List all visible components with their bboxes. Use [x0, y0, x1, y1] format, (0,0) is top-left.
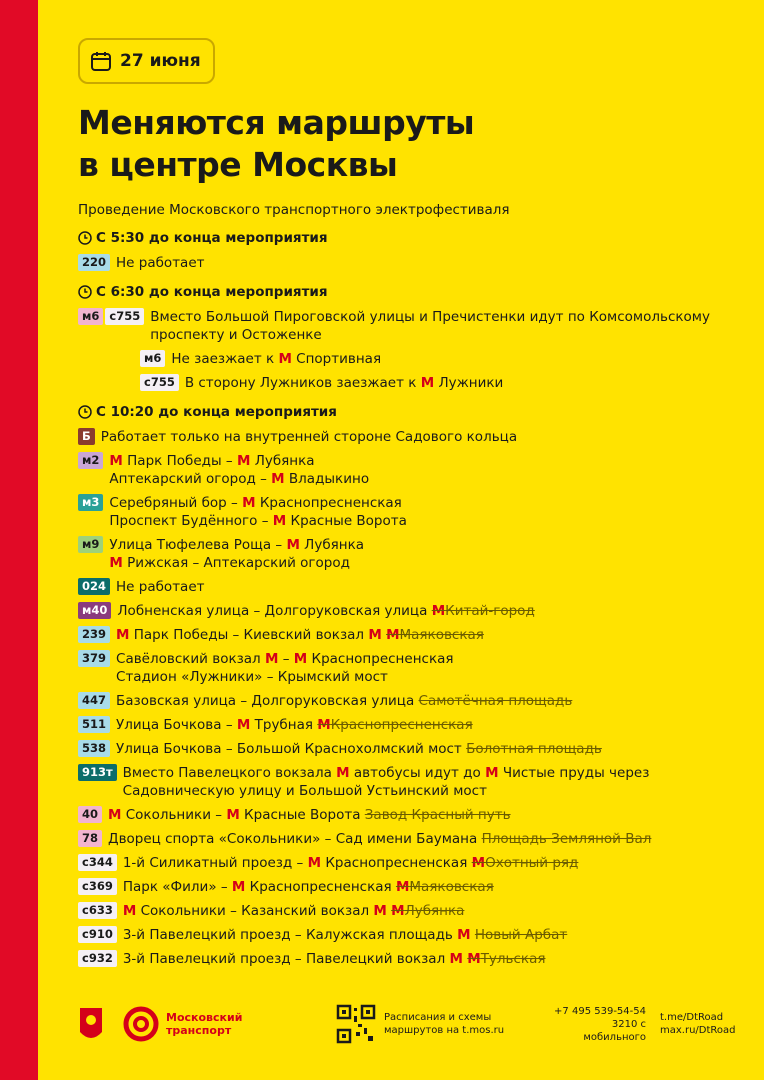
route-row: м3 Серебряный бор – М Краснопресненская Проспект Будённого – М Красные Ворота	[78, 494, 738, 530]
route-badge: с932	[78, 950, 117, 967]
metro-icon: М	[264, 651, 279, 667]
route-badge: 220	[78, 254, 110, 271]
route-row: с369 Парк «Фили» – М Краснопресненская ММаяковская	[78, 878, 738, 896]
route-row: с344 1-й Силикатный проезд – М Краснопресненская МОхотный ряд	[78, 854, 738, 872]
metro-icon: М	[457, 927, 471, 943]
route-row: 379 Савёловский вокзал М – М Краснопресненская Стадион «Лужники» – Крымский мост	[78, 650, 738, 686]
clock-icon	[78, 405, 92, 419]
route-row: 447 Базовская улица – Долгоруковская улица Самотёчная площадь	[78, 692, 738, 710]
route-badge: с344	[78, 854, 117, 871]
route-badge: с910	[78, 926, 117, 943]
route-row: 913т Вместо Павелецкого вокзала М автобусы идут до М Чистые пруды через Садовническую улицу и Большой Устьинский мост	[78, 764, 738, 800]
qr-code-icon[interactable]	[336, 1004, 376, 1044]
transport-logo-icon	[122, 1005, 160, 1043]
section-time: С 10:20 до конца мероприятия	[96, 404, 337, 420]
metro-icon: М	[386, 627, 400, 643]
route-badge: м9	[78, 536, 103, 553]
route-row: с910 3-й Павелецкий проезд – Калужская площадь М Новый Арбат	[78, 926, 738, 944]
metro-icon: М	[391, 903, 405, 919]
metro-icon: М	[271, 471, 285, 487]
route-row: с932 3-й Павелецкий проезд – Павелецкий вокзал М МТульская	[78, 950, 738, 968]
metro-icon: М	[449, 951, 463, 967]
phone-info: +7 495 539-54-54 3210 с мобильного	[554, 1005, 646, 1043]
route-row: м2 М Парк Победы – М Лубянка Аптекарский огород – М Владыкино	[78, 452, 738, 488]
route-badge: 447	[78, 692, 110, 709]
metro-icon: М	[226, 807, 240, 823]
route-row: м40 Лобненская улица – Долгоруковская улица МКитай-город	[78, 602, 738, 620]
route-badge: 239	[78, 626, 110, 643]
metro-icon: М	[108, 807, 122, 823]
section-time: С 5:30 до конца мероприятия	[96, 230, 328, 246]
page-subtitle: Проведение Московского транспортного электрофестиваля	[78, 202, 510, 218]
route-badge: 379	[78, 650, 110, 667]
moscow-crest-icon	[78, 1002, 104, 1046]
date-badge	[78, 38, 215, 84]
route-badge: м6	[78, 308, 103, 325]
route-row: 40 М Сокольники – М Красные Ворота Завод Красный путь	[78, 806, 738, 824]
route-badge: с755	[105, 308, 144, 325]
section-time: С 6:30 до конца мероприятия	[96, 284, 328, 300]
route-row: 511 Улица Бочкова – М Трубная МКраснопресненская	[78, 716, 738, 734]
route-row: м6 Не заезжает к М Спортивная	[140, 350, 738, 368]
side-stripe	[0, 0, 38, 1080]
metro-icon: М	[307, 855, 322, 871]
route-badge: Б	[78, 428, 95, 445]
route-badge: м6	[140, 350, 165, 367]
metro-icon: М	[242, 495, 256, 511]
route-badge: м2	[78, 452, 103, 469]
metro-icon: М	[236, 453, 251, 469]
metro-icon: М	[420, 375, 435, 391]
section-1020	[78, 402, 738, 968]
route-row: с633 М Сокольники – Казанский вокзал М МЛубянка	[78, 902, 738, 920]
route-badge: 40	[78, 806, 102, 823]
clock-icon	[78, 231, 92, 245]
metro-icon: М	[231, 879, 246, 895]
page-title: Меняются маршруты в центре Москвы	[78, 103, 475, 184]
footer	[78, 998, 738, 1050]
route-row: 239 М Парк Победы – Киевский вокзал М ММаяковская	[78, 626, 738, 644]
metro-icon: М	[317, 717, 331, 733]
social-links: t.me/DtRoad max.ru/DtRoad	[660, 1012, 736, 1036]
metro-icon: М	[286, 537, 300, 553]
metro-icon: М	[373, 903, 387, 919]
route-badge: м3	[78, 494, 103, 511]
metro-icon: М	[368, 627, 382, 643]
route-badge: с755	[140, 374, 179, 391]
metro-icon: М	[116, 627, 130, 643]
route-badge: с369	[78, 878, 117, 895]
section-530	[78, 228, 738, 272]
calendar-icon	[90, 50, 112, 72]
metro-icon: М	[278, 351, 292, 367]
metro-icon: М	[471, 855, 486, 871]
route-badge: с633	[78, 902, 117, 919]
metro-icon: М	[467, 951, 481, 967]
route-row: 538 Улица Бочкова – Большой Краснохолмский мост Болотная площадь	[78, 740, 738, 758]
main-content	[78, 38, 738, 968]
metro-icon: М	[485, 765, 499, 781]
metro-icon: М	[109, 453, 123, 469]
metro-icon: М	[109, 555, 123, 571]
route-row: Б Работает только на внутренней стороне Садового кольца	[78, 428, 738, 446]
route-row: м6 с755 Вместо Большой Пироговской улицы и Пречистенки идут по Комсомольскому проспекту и Остоженке	[78, 308, 738, 344]
metro-icon: М	[272, 513, 287, 529]
route-badge: м40	[78, 602, 111, 619]
metro-icon: М	[336, 765, 350, 781]
metro-icon: М	[236, 717, 251, 733]
metro-icon: М	[395, 879, 410, 895]
route-badge: 538	[78, 740, 110, 757]
transport-logo-text: Московский транспорт	[166, 1011, 243, 1037]
schedules-info: Расписания и схемы маршрутов на t.mos.ru	[384, 1012, 505, 1036]
route-badge: 024	[78, 578, 110, 595]
route-badge: 78	[78, 830, 102, 847]
route-row: 024 Не работает	[78, 578, 738, 596]
route-row: 220 Не работает	[78, 254, 738, 272]
metro-icon: М	[122, 903, 137, 919]
metro-icon: М	[293, 651, 308, 667]
clock-icon	[78, 285, 92, 299]
section-630	[78, 282, 738, 392]
route-row: с755 В сторону Лужников заезжает к М Лужники	[140, 374, 738, 392]
date-label: 27 июня	[120, 51, 201, 71]
route-badge: 913т	[78, 764, 117, 781]
route-row: м9 Улица Тюфелева Роща – М Лубянка М Рижская – Аптекарский огород	[78, 536, 738, 572]
route-badge: 511	[78, 716, 110, 733]
metro-icon: М	[431, 603, 446, 619]
route-row: 78 Дворец спорта «Сокольники» – Сад имени Баумана Площадь Земляной Вал	[78, 830, 738, 848]
